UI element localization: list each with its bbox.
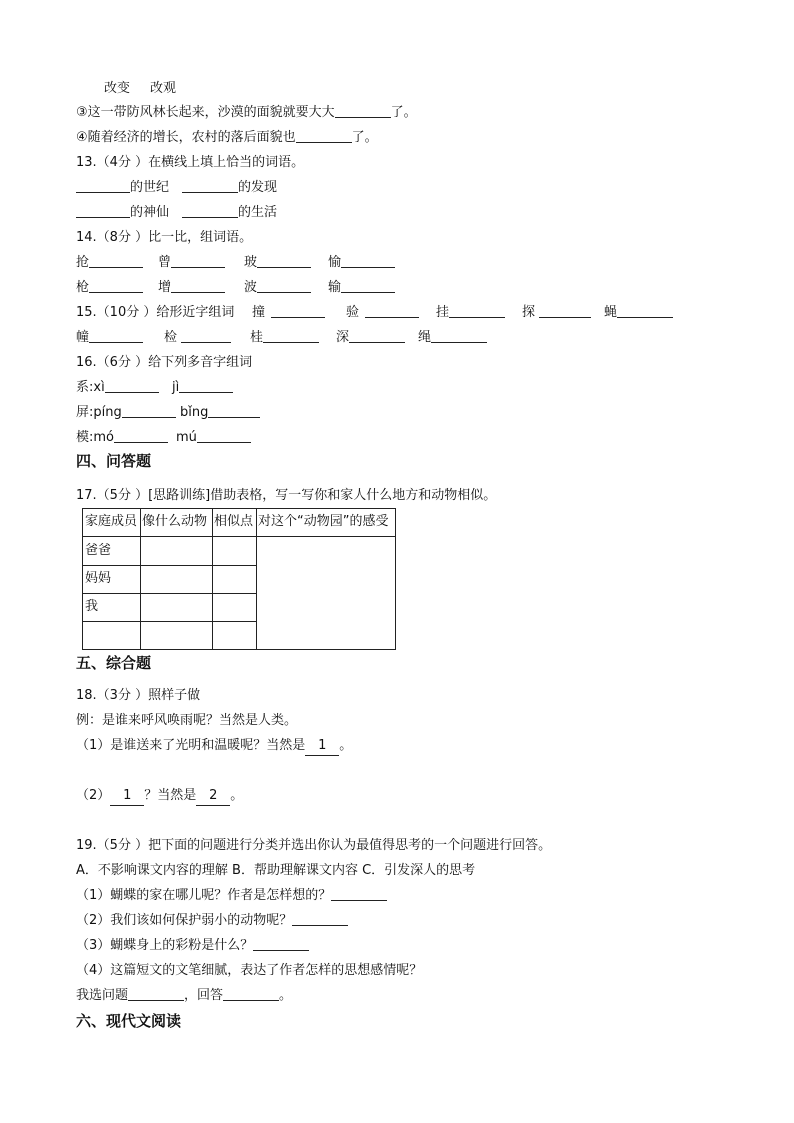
q14-r2-c4: 输 bbox=[328, 279, 395, 297]
q12-blank-3[interactable] bbox=[335, 104, 391, 118]
q15-r1-c5: 蝇 bbox=[604, 304, 673, 322]
q15-r2-c5: 绳 bbox=[418, 329, 487, 347]
q18-answer-1[interactable]: 1 bbox=[305, 737, 339, 756]
q12-option-1: 改变 bbox=[104, 81, 131, 96]
q19-item-3: （3）蝴蝶身上的彩粉是什么？ bbox=[76, 937, 309, 955]
q14-title: 14.（8分 ）比一比，组词语。 bbox=[76, 230, 253, 245]
q16-title: 16.（6分 ）给下列多音字组词 bbox=[76, 355, 253, 370]
q19-choose-blank[interactable] bbox=[128, 987, 184, 1001]
q16-row-2a: 屏:píng bbox=[76, 404, 176, 422]
section-4-heading: 四、问答题 bbox=[76, 452, 152, 470]
q12-sentence-4: ④随着经济的增长，农村的落后面貌也 了。 bbox=[76, 130, 378, 145]
q12-options bbox=[104, 80, 176, 98]
q15-r1-c2: 验 bbox=[346, 304, 419, 322]
q19-options: A．不影响课文内容的理解 B．帮助理解课文内容 C．引发深人的思考 bbox=[76, 863, 476, 878]
table-header-similarity: 相似点 bbox=[214, 514, 254, 529]
q14-r1-c4: 愉 bbox=[328, 254, 395, 272]
q16-row-3b: mú bbox=[176, 429, 251, 447]
q19-answer-blank[interactable] bbox=[223, 987, 279, 1001]
q13-blank-3[interactable] bbox=[76, 204, 130, 218]
q14-r2-c1: 枪 bbox=[76, 279, 143, 297]
q16-row-1a: 系:xì bbox=[76, 379, 159, 397]
table-header-member: 家庭成员 bbox=[85, 514, 138, 529]
q15-r1-c4: 探 bbox=[522, 304, 591, 322]
q15-r2-c2: 检 bbox=[164, 329, 231, 347]
section-5-heading: 五、综合题 bbox=[76, 654, 152, 672]
q15-r2-c4: 深 bbox=[336, 329, 405, 347]
q15-r1-c1: 撞 bbox=[252, 304, 325, 322]
q13-blank-2[interactable] bbox=[182, 179, 238, 193]
q17-title: 17.（5分 ）[思路训练]借助表格，写一写你和家人什么地方和动物相似。 bbox=[76, 488, 497, 503]
q19-item-1: （1）蝴蝶的家在哪儿呢？作者是怎样想的？ bbox=[76, 887, 387, 905]
q13-row-2: 的神仙 的生活 bbox=[76, 204, 277, 222]
family-animal-table bbox=[82, 508, 396, 650]
q12-option-2: 改观 bbox=[150, 81, 177, 96]
q14-r2-c3: 波 bbox=[244, 279, 311, 297]
q16-row-1b: jì bbox=[172, 379, 233, 397]
table-header-animal: 像什么动物 bbox=[142, 514, 208, 529]
q14-r1-c3: 玻 bbox=[244, 254, 311, 272]
q18-answer-2a[interactable]: 1 bbox=[110, 787, 144, 806]
q14-r1-c2: 曾 bbox=[158, 254, 225, 272]
q19-item-4: （4）这篇短文的文笔细腻，表达了作者怎样的思想感情呢？ bbox=[76, 963, 423, 978]
q18-title: 18.（3分 ）照样子做 bbox=[76, 688, 201, 703]
q15-r2-c3: 桂 bbox=[250, 329, 319, 347]
q16-row-2b: bǐng bbox=[180, 404, 260, 422]
q15-r2-c1: 幢 bbox=[76, 329, 143, 347]
q18-line-2: （2） 1 ？当然是 2 。 bbox=[76, 787, 243, 806]
q16-row-3a: 模:mó bbox=[76, 429, 168, 447]
q13-row-1: 的世纪 的发现 bbox=[76, 179, 277, 197]
table-row-me: 我 bbox=[85, 599, 99, 614]
table-row-dad: 爸爸 bbox=[85, 543, 112, 558]
q19-item-2: （2）我们该如何保护弱小的动物呢？ bbox=[76, 912, 348, 930]
q12-sentence-3: ③这一带防风林长起来，沙漠的面貌就要大大 了。 bbox=[76, 105, 417, 120]
q18-line-1: （1）是谁送来了光明和温暖呢？当然是 1 。 bbox=[76, 737, 352, 756]
q18-answer-2b[interactable]: 2 bbox=[196, 787, 230, 806]
q15-r1-c3: 挂 bbox=[436, 304, 505, 322]
q13-blank-1[interactable] bbox=[76, 179, 130, 193]
q15-title: 15.（10分 ）给形近字组词 bbox=[76, 305, 235, 320]
q13-blank-4[interactable] bbox=[182, 204, 238, 218]
section-6-heading: 六、现代文阅读 bbox=[76, 1012, 182, 1030]
table-header-feeling: 对这个“动物园”的感受 bbox=[258, 514, 389, 529]
table-row-mom: 妈妈 bbox=[85, 571, 112, 586]
q13-title: 13.（4分 ）在横线上填上恰当的词语。 bbox=[76, 155, 305, 170]
q19-title: 19.（5分 ）把下面的问题进行分类并选出你认为最值得思考的一个问题进行回答。 bbox=[76, 838, 552, 853]
q14-r2-c2: 增 bbox=[158, 279, 225, 297]
q12-blank-4[interactable] bbox=[296, 129, 352, 143]
q19-choose: 我选问题 ，回答 。 bbox=[76, 988, 293, 1003]
q14-r1-c1: 抢 bbox=[76, 254, 143, 272]
q18-example: 例：是谁来呼风唤雨呢？当然是人类。 bbox=[76, 713, 298, 728]
